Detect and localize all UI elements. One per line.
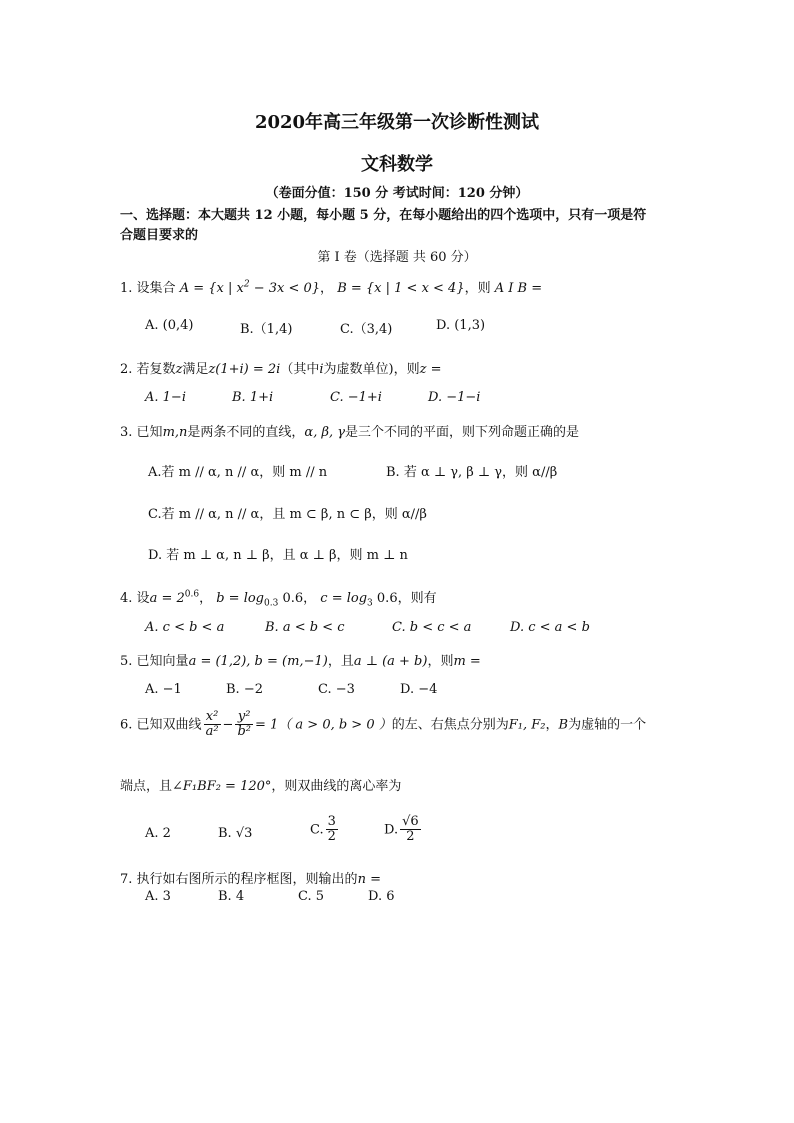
- vars-mn: m,n: [162, 425, 188, 440]
- subject-title: 文科数学: [361, 154, 433, 175]
- vector-definition: a = (1,2), b = (m,−1): [188, 654, 328, 669]
- question-text: ，则: [427, 654, 454, 669]
- angle-expr: ∠F₁BF₂ = 120°: [172, 779, 272, 794]
- question-text: 若复数: [136, 362, 176, 377]
- option-3a[interactable]: A.若 m // α, n // α，则 m // n: [148, 465, 328, 480]
- option-6b[interactable]: B. √3: [218, 826, 253, 841]
- section-instructions-line2: 合题目要求的: [120, 228, 199, 243]
- option-7d[interactable]: D. 6: [368, 889, 395, 904]
- option-6a[interactable]: A. 2: [145, 826, 171, 841]
- comma: ，: [320, 281, 334, 296]
- question-4: 4. 设$a = 2^{0.6}$， $b = \log_{0.3} 0.6$， $c = \log_3 0.6$，则有: [120, 589, 437, 609]
- question-text: ，则: [464, 281, 491, 296]
- intersection-expr: A I B =: [494, 281, 543, 296]
- fraction-x2-a2: $\frac{\text{x²}}{\text{a²}}$: [205, 709, 219, 740]
- question-text: ，则有: [397, 591, 437, 606]
- question-text: 已知向量: [136, 654, 189, 669]
- question-text: 为虚轴的一个: [568, 717, 647, 733]
- question-5: [120, 650, 481, 669]
- var-i: i: [319, 362, 324, 377]
- option-7b[interactable]: B. 4: [218, 889, 245, 904]
- question-text: （其中: [280, 362, 320, 377]
- question-1: [120, 277, 542, 296]
- fraction-y2-b2: $\frac{\text{y²}}{\text{b²}}$: [237, 709, 251, 740]
- question-text: ，则双曲线的离心率为: [271, 779, 402, 794]
- foci: F₁, F₂: [508, 717, 546, 733]
- question-number: 2.: [120, 362, 133, 377]
- a-definition: $a = 2^{0.6}$: [149, 589, 200, 606]
- exam-info: （卷面分值：150 分 考试时间：120 分钟）: [265, 186, 529, 201]
- question-text: 是两条不同的直线，: [187, 425, 305, 440]
- question-7: [120, 868, 381, 887]
- part-label: 第 I 卷（选择题 共 60 分）: [317, 250, 477, 265]
- perp-condition: a ⊥ (a + b): [353, 654, 428, 669]
- option-1a[interactable]: A. (0,4): [145, 318, 194, 333]
- question-text: 是三个不同的平面，则下列命题正确的是: [345, 425, 580, 440]
- option-5d[interactable]: D. −4: [400, 682, 438, 697]
- equation: z(1+i) = 2i: [208, 362, 281, 377]
- option-5b[interactable]: B. −2: [226, 682, 263, 697]
- question-number: 5.: [120, 654, 133, 669]
- question-text: 已知: [136, 425, 163, 440]
- question-2: [120, 358, 441, 377]
- option-3d[interactable]: D. 若 m ⊥ α, n ⊥ β，且 α ⊥ β，则 m ⊥ n: [148, 548, 408, 563]
- question-6: [120, 710, 646, 740]
- parameter-condition: （ a > 0, b > 0 ）: [278, 717, 392, 733]
- equals-one: = 1: [254, 717, 279, 733]
- option-7a[interactable]: A. 3: [145, 889, 171, 904]
- answer-expr: m =: [453, 654, 481, 669]
- question-text: 满足: [182, 362, 209, 377]
- exam-title: 2020年高三年级第一次诊断性测试: [254, 112, 540, 133]
- question-number: 1.: [120, 281, 133, 296]
- comma: ，: [545, 717, 559, 733]
- option-6c[interactable]: C. $\frac{3}{2}$: [310, 814, 336, 845]
- set-a-expr: A = {x | $x^2 - 3x < 0$}: [179, 279, 321, 296]
- vars-greek: α, β, γ: [304, 425, 346, 440]
- option-2d[interactable]: D. −1−i: [428, 390, 481, 405]
- option-7c[interactable]: C. 5: [298, 889, 325, 904]
- question-text: ，且: [327, 654, 354, 669]
- question-3: [120, 421, 579, 440]
- question-number: 3.: [120, 425, 133, 440]
- section-instructions-line1: 一、选择题：本大题共 12 小题，每小题 5 分，在每小题给出的四个选项中，只有一项是符: [120, 208, 647, 223]
- option-4a[interactable]: A. c < b < a: [145, 620, 225, 635]
- var-b: B: [558, 717, 569, 733]
- option-1d[interactable]: D. (1,3): [436, 318, 486, 333]
- option-4b[interactable]: B. a < b < c: [265, 620, 345, 635]
- answer-expr: n =: [357, 872, 381, 887]
- b-definition: $b = \log_{0.3} 0.6$: [216, 591, 304, 609]
- question-number: 6.: [120, 717, 133, 733]
- option-3c[interactable]: C.若 m // α, n // α，且 m ⊂ β, n ⊂ β，则 α//β: [148, 507, 427, 522]
- option-2a[interactable]: A. 1−i: [145, 390, 186, 405]
- question-text: 设集合: [136, 281, 176, 296]
- option-5a[interactable]: A. −1: [145, 682, 182, 697]
- option-6d[interactable]: D. $\frac{√6}{2}$: [384, 814, 419, 845]
- option-2b[interactable]: B. 1+i: [232, 390, 274, 405]
- option-3b[interactable]: B. 若 α ⊥ γ, β ⊥ γ，则 α//β: [386, 465, 558, 480]
- minus-sign: −: [222, 717, 234, 733]
- question-6-line2: [120, 775, 401, 794]
- question-number: 4.: [120, 591, 133, 606]
- question-text: 的左、右焦点分别为: [391, 717, 509, 733]
- option-1c[interactable]: C.（3,4): [340, 322, 393, 337]
- var-z: z: [175, 362, 183, 377]
- set-b-expr: B = {x | 1 < x < 4}: [337, 281, 465, 296]
- option-4c[interactable]: C. b < c < a: [392, 620, 472, 635]
- option-1b[interactable]: B.（1,4): [240, 322, 293, 337]
- option-2c[interactable]: C. −1+i: [330, 390, 382, 405]
- option-4d[interactable]: D. c < a < b: [510, 620, 590, 635]
- question-text: 执行如右图所示的程序框图，则输出的: [136, 872, 358, 887]
- answer-expr: z =: [419, 362, 442, 377]
- question-text: 设: [136, 591, 150, 606]
- option-5c[interactable]: C. −3: [318, 682, 355, 697]
- question-number: 7.: [120, 872, 133, 887]
- c-definition: $c = \log_3 0.6$: [320, 591, 398, 609]
- question-text: 为虚数单位)，则: [323, 362, 420, 377]
- question-text: 端点，且: [120, 779, 173, 794]
- question-text: 已知双曲线: [136, 717, 202, 733]
